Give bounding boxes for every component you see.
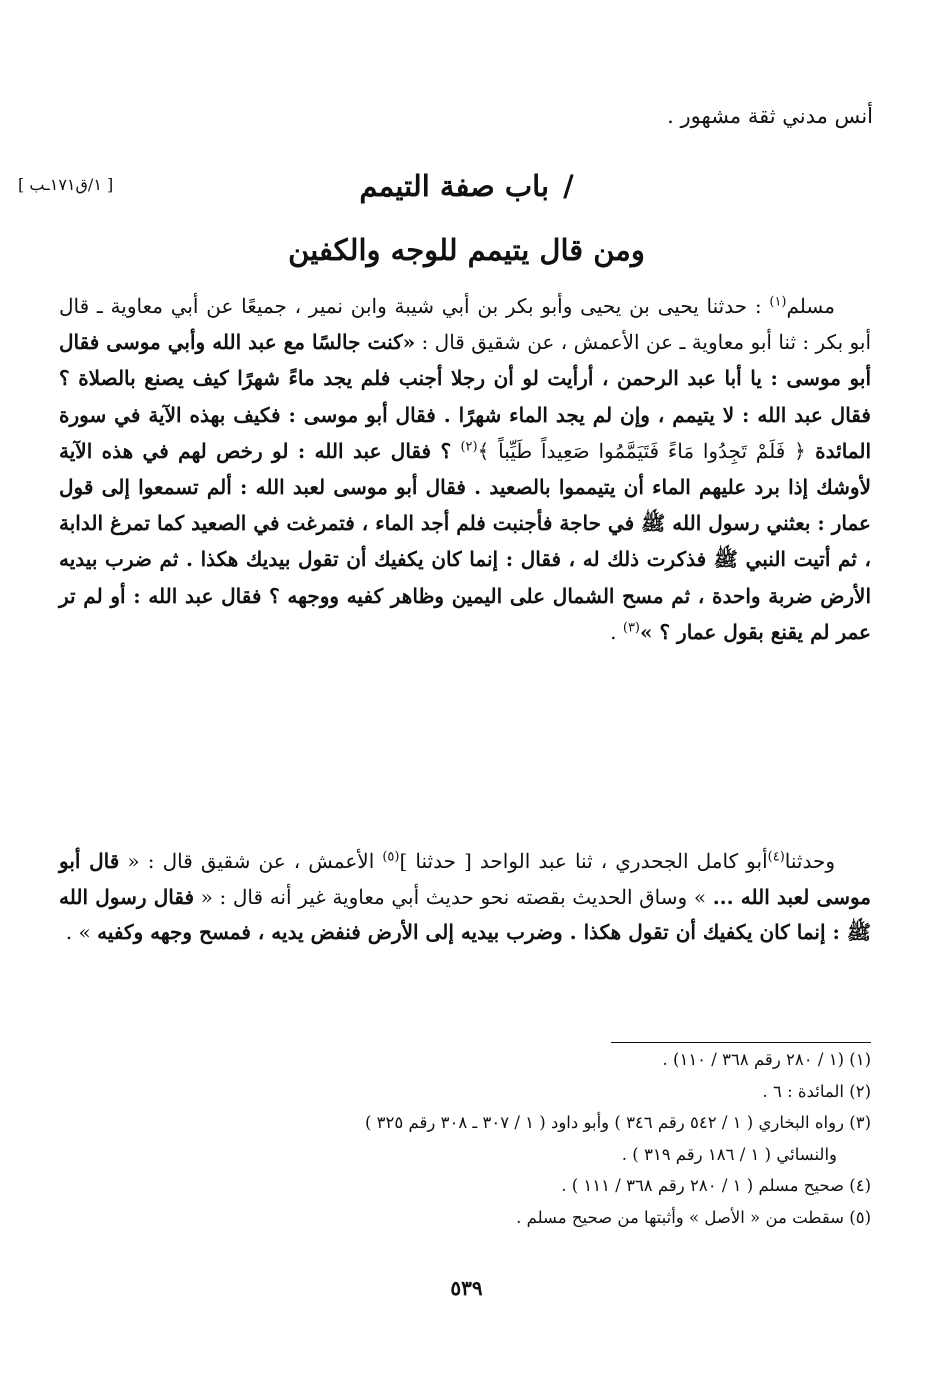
carryover-line: أنس مدني ثقة مشهور . bbox=[667, 104, 873, 128]
text-run: وحدثنا bbox=[784, 849, 835, 873]
quran-verse: ﴿ فَلَمْ تَجِدُوا مَاءً فَتَيَمَّمُوا صَعِيداً طَيِّباً ﴾ bbox=[477, 438, 806, 463]
text-run: . bbox=[610, 619, 623, 644]
text-run: أبو كامل الجحدري ، ثنا عبد الواحد [ حدثنا ] bbox=[399, 849, 768, 873]
footnote-3-line-1: (٣) رواه البخاري ( ١ / ٥٤٢ رقم ٣٤٦ ) وأبو داود ( ١ / ٣٠٧ ـ ٣٠٨ رقم ٣٢٥ ) bbox=[364, 1113, 871, 1132]
text-run: : حدثنا يحيى بن يحيى وأبو بكر بن أبي شيبة وابن نمير ، جميعًا عن أبي معاوية ـ قال أبو بكر : ثنا أبو معاوية ـ عن الأعمش ، عن شقيق قال : bbox=[59, 294, 872, 355]
footnote-marker: (٢) bbox=[460, 439, 478, 455]
footnote-4: (٤) صحيح مسلم ( ١ / ٢٨٠ رقم ٣٦٨ / ١١١ ) . bbox=[561, 1176, 871, 1195]
chapter-title-text: باب صفة التيمم bbox=[359, 169, 550, 203]
text-run: » وساق الحديث بقصته نحو حديث أبي معاوية غير أنه قال : « bbox=[194, 884, 713, 909]
footnote-marker: (٣) bbox=[622, 620, 640, 636]
hadith-text: قال أبو موسى لعبد الله ... bbox=[59, 849, 872, 909]
footnotes bbox=[59, 1044, 871, 1233]
footnote-3 bbox=[59, 1107, 871, 1170]
hadith-paragraph-2 bbox=[59, 844, 871, 951]
hadith-paragraph-1 bbox=[59, 288, 871, 650]
footnote-1: (١) (١ / ٢٨٠ رقم ٣٦٨ / ١١٠) . bbox=[662, 1050, 871, 1069]
hadith-text: فقال رسول الله ﷺ : إنما كان يكفيك أن تقول هكذا . وضرب بيديه إلى الأرض فنفض يديه ، فمسح وجهه وكفيه bbox=[59, 884, 871, 944]
footnote-2: (٢) المائدة : ٦ . bbox=[762, 1081, 871, 1101]
text-run: مسلم bbox=[786, 294, 835, 318]
footnote-5: (٥) سقطت من « الأصل » وأثبتها من صحيح مسلم . bbox=[516, 1207, 871, 1227]
footnote-3-line-2: والنسائي ( ١ / ١٨٦ رقم ٣١٩ ) . bbox=[621, 1144, 837, 1164]
hadith-text: «كنت جالسًا مع عبد الله وأبي موسى فقال أبو موسى : يا أبا عبد الرحمن ، أرأيت لو أن رجلا أجنب فلم يجد ماءً شهرًا كيف يصنع بالصلاة ؟ فقال عبد الله : لا يتيمم ، وإن لم يجد الماء شهرًا . فقال أبو موسى : فكيف بهذه الآية في سورة المائدة bbox=[59, 330, 872, 463]
chapter-subtitle: ومن قال يتيمم للوجه والكفين bbox=[288, 233, 645, 267]
manuscript-reference: [ ١/ق١٧١ـب ] bbox=[18, 175, 114, 194]
margin-slash: / bbox=[563, 169, 574, 203]
hadith-text: ؟ فقال عبد الله : لو رخص لهم في هذه الآية لأوشك إذا برد عليهم الماء أن يتيمموا بالصعيد . فقال أبو موسى لعبد الله : ألم تسمعوا إلى قول عمار : بعثني رسول الله ﷺ في حاجة فأجنبت فلم أجد الماء ، فتمرغت في الصعيد كما تمرغ الدابة ، ثم أتيت النبي ﷺ فذكرت ذلك له ، فقال : إنما كان يكفيك أن تقول بيديك هكذا . ثم ضرب بيديه الأرض ضربة واحدة ، ثم مسح الشمال على اليمين وظاهر كفيه ووجهه ؟ فقال عبد الله : أو لم تر عمر لم يقنع بقول عمار ؟ » bbox=[59, 438, 871, 644]
footnote-marker: (٥) bbox=[382, 849, 400, 865]
footnote-marker: (٤) bbox=[767, 849, 785, 865]
text-run: الأعمش ، عن شقيق قال : « bbox=[119, 849, 383, 873]
footnote-divider bbox=[611, 1042, 871, 1043]
footnote-marker: (١) bbox=[769, 294, 787, 310]
text-run: » . bbox=[65, 920, 98, 944]
page-number: ٥٣٩ bbox=[450, 1276, 483, 1300]
chapter-title bbox=[0, 160, 933, 212]
